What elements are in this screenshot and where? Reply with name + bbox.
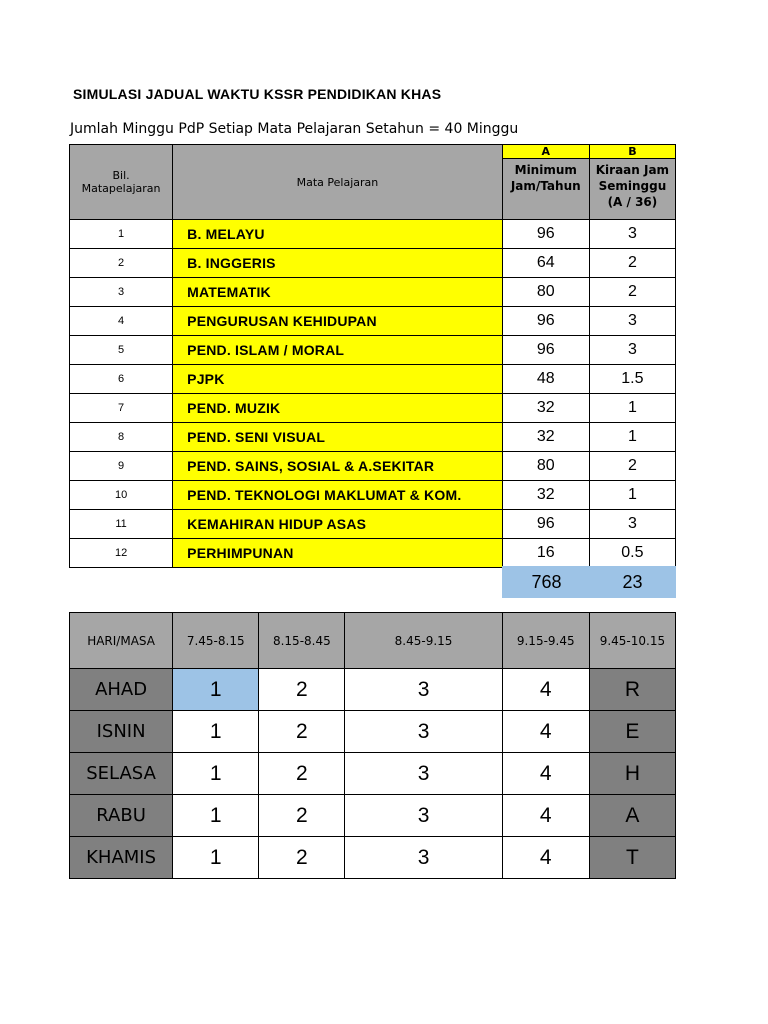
subject-hours-week: 2 bbox=[589, 278, 675, 307]
header-bil-line1: Bil. bbox=[112, 169, 130, 182]
header-col-a-line2: Jam/Tahun bbox=[510, 179, 581, 193]
period-cell: 1 bbox=[173, 795, 259, 837]
period-cell: 2 bbox=[259, 711, 345, 753]
header-time-slot: 9.45-10.15 bbox=[589, 613, 675, 669]
period-cell: 3 bbox=[345, 837, 502, 879]
period-cell: 2 bbox=[259, 795, 345, 837]
subject-row bbox=[70, 394, 676, 423]
subject-hours-week: 1 bbox=[589, 423, 675, 452]
subject-row bbox=[70, 452, 676, 481]
period-cell: 4 bbox=[502, 669, 589, 711]
rehat-letter-cell: A bbox=[589, 795, 675, 837]
subject-row bbox=[70, 336, 676, 365]
period-cell: 2 bbox=[259, 837, 345, 879]
timetable-row bbox=[70, 837, 676, 879]
subject-min-hours-year: 64 bbox=[502, 249, 589, 278]
subject-min-hours-year: 16 bbox=[502, 539, 589, 568]
period-cell: 1 bbox=[173, 711, 259, 753]
header-col-b-line2: Seminggu bbox=[598, 179, 667, 193]
subject-row bbox=[70, 278, 676, 307]
subject-row bbox=[70, 220, 676, 249]
period-cell: 1 bbox=[173, 753, 259, 795]
subject-hours-week: 3 bbox=[589, 510, 675, 539]
subject-min-hours-year: 32 bbox=[502, 481, 589, 510]
subject-row bbox=[70, 365, 676, 394]
subject-number: 10 bbox=[70, 481, 173, 510]
period-cell: 1 bbox=[173, 669, 259, 711]
subject-hours-week: 3 bbox=[589, 220, 675, 249]
subject-name: PERHIMPUNAN bbox=[173, 539, 503, 568]
subject-number: 9 bbox=[70, 452, 173, 481]
subject-name: PEND. MUZIK bbox=[173, 394, 503, 423]
header-time-slot: 8.15-8.45 bbox=[259, 613, 345, 669]
subject-number: 6 bbox=[70, 365, 173, 394]
subject-name: KEMAHIRAN HIDUP ASAS bbox=[173, 510, 503, 539]
subject-number: 12 bbox=[70, 539, 173, 568]
header-bil bbox=[70, 145, 173, 220]
subject-number: 11 bbox=[70, 510, 173, 539]
period-cell: 4 bbox=[502, 795, 589, 837]
header-col-a-line1: Minimum bbox=[514, 163, 577, 177]
header-col-b-letter: B bbox=[589, 145, 675, 159]
subject-name: PEND. TEKNOLOGI MAKLUMAT & KOM. bbox=[173, 481, 503, 510]
subject-row bbox=[70, 307, 676, 336]
subjects-table bbox=[69, 144, 676, 568]
timetable-table bbox=[69, 612, 676, 879]
subject-min-hours-year: 96 bbox=[502, 307, 589, 336]
period-cell: 3 bbox=[345, 711, 502, 753]
subject-hours-week: 1 bbox=[589, 481, 675, 510]
subject-number: 3 bbox=[70, 278, 173, 307]
subject-min-hours-year: 96 bbox=[502, 510, 589, 539]
header-mata-pelajaran: Mata Pelajaran bbox=[173, 145, 503, 220]
day-label: SELASA bbox=[70, 753, 173, 795]
subject-number: 2 bbox=[70, 249, 173, 278]
subject-hours-week: 0.5 bbox=[589, 539, 675, 568]
subject-number: 8 bbox=[70, 423, 173, 452]
subject-hours-week: 1 bbox=[589, 394, 675, 423]
subject-row bbox=[70, 539, 676, 568]
period-cell: 4 bbox=[502, 837, 589, 879]
subject-name: PENGURUSAN KEHIDUPAN bbox=[173, 307, 503, 336]
period-cell: 2 bbox=[259, 753, 345, 795]
header-day-time: HARI/MASA bbox=[70, 613, 173, 669]
header-col-a-letter: A bbox=[502, 145, 589, 159]
period-cell: 1 bbox=[173, 837, 259, 879]
rehat-letter-cell: R bbox=[589, 669, 675, 711]
page-subtitle: Jumlah Minggu PdP Setiap Mata Pelajaran Setahun = 40 Minggu bbox=[70, 121, 519, 137]
subject-name: MATEMATIK bbox=[173, 278, 503, 307]
subject-hours-week: 3 bbox=[589, 307, 675, 336]
page-title: SIMULASI JADUAL WAKTU KSSR PENDIDIKAN KHAS bbox=[73, 86, 442, 102]
header-time-slot: 8.45-9.15 bbox=[345, 613, 502, 669]
timetable-row bbox=[70, 711, 676, 753]
subject-min-hours-year: 32 bbox=[502, 423, 589, 452]
timetable-row bbox=[70, 795, 676, 837]
subject-hours-week: 1.5 bbox=[589, 365, 675, 394]
period-cell: 4 bbox=[502, 711, 589, 753]
timetable-row bbox=[70, 753, 676, 795]
rehat-letter-cell: E bbox=[589, 711, 675, 753]
header-col-b-line1: Kiraan Jam bbox=[595, 163, 670, 177]
subject-name: PEND. SENI VISUAL bbox=[173, 423, 503, 452]
period-cell: 2 bbox=[259, 669, 345, 711]
total-a-cell: 768 bbox=[502, 566, 590, 598]
header-col-b-line3: (A / 36) bbox=[607, 195, 658, 209]
timetable-row bbox=[70, 669, 676, 711]
subject-hours-week: 2 bbox=[589, 452, 675, 481]
subject-name: PEND. ISLAM / MORAL bbox=[173, 336, 503, 365]
header-col-b bbox=[589, 159, 675, 220]
header-col-a bbox=[502, 159, 589, 220]
rehat-letter-cell: H bbox=[589, 753, 675, 795]
period-cell: 3 bbox=[345, 795, 502, 837]
period-cell: 3 bbox=[345, 753, 502, 795]
subject-min-hours-year: 96 bbox=[502, 220, 589, 249]
header-time-slot: 9.15-9.45 bbox=[502, 613, 589, 669]
header-bil-line2: Matapelajaran bbox=[81, 182, 161, 195]
subject-name: B. MELAYU bbox=[173, 220, 503, 249]
day-label: RABU bbox=[70, 795, 173, 837]
period-cell: 4 bbox=[502, 753, 589, 795]
subject-row bbox=[70, 423, 676, 452]
subject-row bbox=[70, 481, 676, 510]
period-cell: 3 bbox=[345, 669, 502, 711]
subject-hours-week: 2 bbox=[589, 249, 675, 278]
subject-min-hours-year: 80 bbox=[502, 452, 589, 481]
subject-hours-week: 3 bbox=[589, 336, 675, 365]
subject-name: PEND. SAINS, SOSIAL & A.SEKITAR bbox=[173, 452, 503, 481]
day-label: ISNIN bbox=[70, 711, 173, 753]
subject-row bbox=[70, 249, 676, 278]
day-label: KHAMIS bbox=[70, 837, 173, 879]
total-b-cell: 23 bbox=[589, 566, 676, 598]
subject-min-hours-year: 96 bbox=[502, 336, 589, 365]
subject-min-hours-year: 32 bbox=[502, 394, 589, 423]
day-label: AHAD bbox=[70, 669, 173, 711]
subject-row bbox=[70, 510, 676, 539]
subject-number: 7 bbox=[70, 394, 173, 423]
subject-name: PJPK bbox=[173, 365, 503, 394]
subject-number: 1 bbox=[70, 220, 173, 249]
subject-number: 4 bbox=[70, 307, 173, 336]
subject-min-hours-year: 80 bbox=[502, 278, 589, 307]
subject-number: 5 bbox=[70, 336, 173, 365]
subject-name: B. INGGERIS bbox=[173, 249, 503, 278]
rehat-letter-cell: T bbox=[589, 837, 675, 879]
subject-min-hours-year: 48 bbox=[502, 365, 589, 394]
header-time-slot: 7.45-8.15 bbox=[173, 613, 259, 669]
